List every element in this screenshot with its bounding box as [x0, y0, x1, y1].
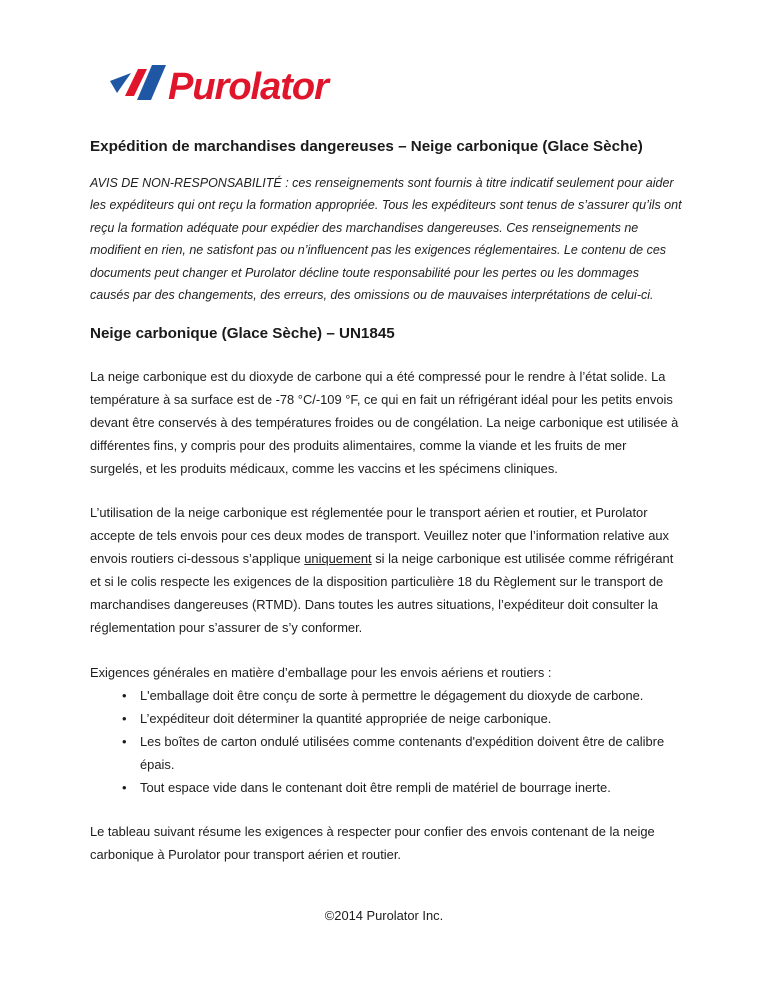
- regulation-text-after: si la neige carbonique est utilisée comme réfrigérant et si le colis respecte les exigences de la disposition particulière 18 du Règlement sur le transport de marchandises dangereuses (RTMD). Dans toutes les autres situations, l’expéditeur doit consulter la réglementation pour s’assurer de s’y conformer.: [90, 551, 674, 636]
- packaging-intro: Exigences générales en matière d’emballage pour les envois aériens et routiers :: [90, 665, 552, 681]
- page-title: Expédition de marchandises dangereuses – Neige carbonique (Glace Sèche): [90, 138, 643, 155]
- intro-paragraph: La neige carbonique est du dioxyde de carbone qui a été compressé pour le rendre à l’état solide. La température à sa surface est de -78 °C/-109 °F, ce qui en fait un réfrigérant idéal pour les petits envois devant être conservés à des températures froides ou de congélation. La neige carbonique est utilisée à différentes fins, y compris pour des produits alimentaires, comme la viande et les fruits de mer surgelés, et les produits médicaux, comme les vaccins et les spécimens cliniques.: [90, 369, 679, 477]
- list-item: • Tout espace vide dans le contenant doit être rempli de matériel de bourrage inerte.: [140, 776, 682, 799]
- regulation-text-before: L’utilisation de la neige carbonique est réglementée pour le transport aérien et routier, et Purolator accepte de tels envois pour ces deux modes de transport. Veuillez noter que l’information relative aux envois routiers ci-dessous s’applique: [90, 505, 669, 567]
- section-heading: Neige carbonique (Glace Sèche) – UN1845: [90, 325, 395, 343]
- logo-arrowhead-icon: [110, 73, 131, 93]
- list-item: • Les boîtes de carton ondulé utilisées comme contenants d'expédition doivent être de calibre épais.: [140, 730, 682, 776]
- page-footer: ©2014 Purolator Inc.: [324, 908, 444, 923]
- list-item: • L’expéditeur doit déterminer la quantité appropriée de neige carbonique.: [140, 707, 682, 730]
- purolator-logo-graphic: [98, 58, 358, 110]
- logo-wordmark: Purolator: [168, 66, 328, 108]
- packaging-requirements-list: [90, 684, 682, 799]
- regulation-paragraph: [90, 501, 682, 639]
- document-body: [90, 136, 682, 866]
- disclaimer-text: AVIS DE NON-RESPONSABILITÉ : ces renseignements sont fournis à titre indicatif seulement pour aider les expéditeurs qui ont reçu la formation appropriée. Tous les expéditeurs sont tenus de s’assurer qu’ils ont reçu la formation adéquate pour expédier des marchandises dangereuses. Ces renseignements ne modifient en rien, ne satisfont pas ou n’influencent pas les exigences réglementaires. Le contenu de ces documents peut changer et Purolator décline toute responsabilité pour les pertes ou les dommages causés par des changements, des erreurs, des omissions ou de mauvaises interprétations de celui-ci.: [90, 176, 682, 303]
- list-item: • L'emballage doit être conçu de sorte à permettre le dégagement du dioxyde de carbone.: [140, 684, 682, 707]
- purolator-logo: [98, 58, 358, 110]
- table-note: Le tableau suivant résume les exigences à respecter pour confier des envois contenant de la neige carbonique à Purolator pour transport aérien et routier.: [90, 824, 655, 863]
- underlined-word: uniquement: [304, 551, 372, 567]
